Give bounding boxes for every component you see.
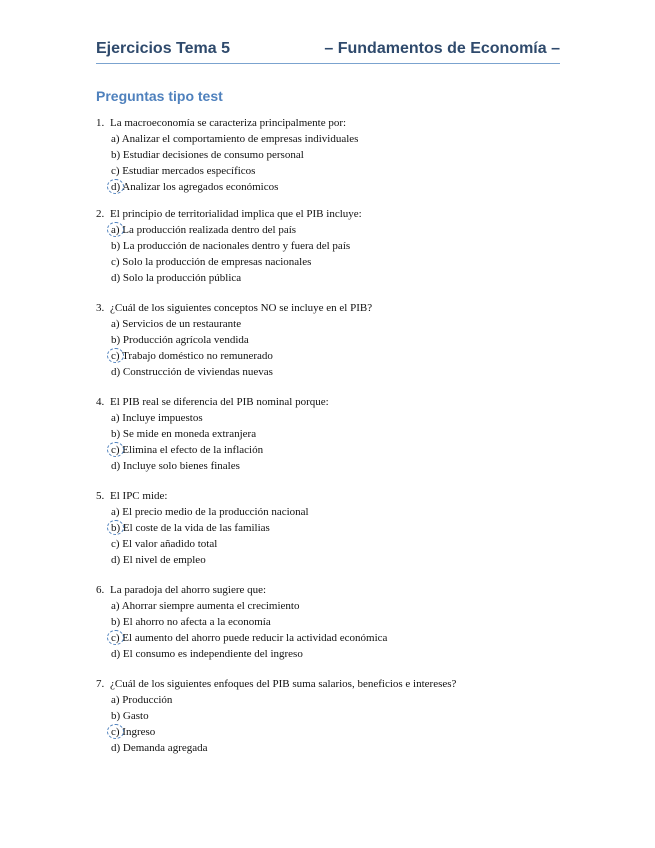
option-label: d) El nivel de empleo — [111, 554, 206, 566]
option-label: c) Ingreso — [111, 726, 156, 738]
option-a — [111, 223, 556, 238]
option-c — [111, 255, 556, 270]
option-d — [111, 180, 556, 195]
question-text — [96, 677, 556, 692]
option-label: b) Estudiar decisiones de consumo personal — [111, 149, 304, 161]
options-list — [96, 411, 556, 474]
option-c — [111, 537, 556, 552]
options-list — [96, 599, 556, 662]
option-b — [111, 521, 556, 536]
answer-circle-mark — [107, 179, 124, 194]
option-label: a) La producción realizada dentro del país — [111, 224, 297, 236]
option-label: a) Incluye impuestos — [111, 412, 203, 424]
question-number: 2. — [96, 208, 105, 220]
question-text — [96, 207, 556, 222]
option-a — [111, 317, 556, 332]
question-7 — [96, 677, 556, 757]
option-label: b) La producción de nacionales dentro y fuera del país — [111, 240, 351, 252]
options-list — [96, 132, 556, 195]
header-title: Ejercicios Tema 5 — [96, 40, 230, 57]
option-label: d) Incluye solo bienes finales — [111, 460, 240, 472]
answer-circle-mark — [107, 724, 124, 739]
option-a — [111, 132, 556, 147]
option-b — [111, 709, 556, 724]
option-d — [111, 647, 556, 662]
question-number: 4. — [96, 396, 105, 408]
option-label: b) El ahorro no afecta a la economía — [111, 616, 271, 628]
option-label: b) Se mide en moneda extranjera — [111, 428, 257, 440]
answer-circle-mark — [107, 442, 124, 457]
question-number: 1. — [96, 117, 105, 129]
answer-circle-mark — [107, 630, 124, 645]
question-2 — [96, 207, 556, 287]
option-a — [111, 693, 556, 708]
option-d — [111, 741, 556, 756]
option-d — [111, 271, 556, 286]
option-b — [111, 615, 556, 630]
option-b — [111, 148, 556, 163]
option-c — [111, 631, 556, 646]
question-stem: ¿Cuál de los siguientes enfoques del PIB suma salarios, beneficios e intereses? — [110, 678, 457, 690]
option-label: a) Analizar el comportamiento de empresas individuales — [111, 133, 359, 145]
option-label: b) Gasto — [111, 710, 149, 722]
question-text — [96, 116, 556, 131]
option-b — [111, 333, 556, 348]
option-label: a) Ahorrar siempre aumenta el crecimiento — [111, 600, 300, 612]
option-a — [111, 599, 556, 614]
option-label: d) Solo la producción pública — [111, 272, 242, 284]
option-c — [111, 725, 556, 740]
option-c — [111, 443, 556, 458]
option-d — [111, 459, 556, 474]
question-stem: ¿Cuál de los siguientes conceptos NO se incluye en el PIB? — [110, 302, 373, 314]
option-label: d) Demanda agregada — [111, 742, 208, 754]
question-number: 7. — [96, 678, 105, 690]
option-label: c) El valor añadido total — [111, 538, 218, 550]
header-divider — [96, 63, 560, 64]
question-4 — [96, 395, 556, 475]
question-number: 3. — [96, 302, 105, 314]
option-label: b) Producción agrícola vendida — [111, 334, 249, 346]
answer-circle-mark — [107, 222, 124, 237]
question-text — [96, 583, 556, 598]
option-label: a) El precio medio de la producción nacional — [111, 506, 309, 518]
option-c — [111, 349, 556, 364]
option-label: c) Elimina el efecto de la inflación — [111, 444, 264, 456]
question-number: 5. — [96, 490, 105, 502]
question-5 — [96, 489, 556, 569]
options-list — [96, 505, 556, 568]
option-label: d) Construcción de viviendas nuevas — [111, 366, 273, 378]
option-label: a) Producción — [111, 694, 173, 706]
page-header — [96, 40, 560, 64]
option-label: c) El aumento del ahorro puede reducir la actividad económica — [111, 632, 388, 644]
question-stem: El principio de territorialidad implica que el PIB incluye: — [110, 208, 362, 220]
option-label: b) El coste de la vida de las familias — [111, 522, 270, 534]
options-list — [96, 317, 556, 380]
option-label: c) Estudiar mercados específicos — [111, 165, 256, 177]
question-stem: El PIB real se diferencia del PIB nominal porque: — [110, 396, 329, 408]
header-subject: – Fundamentos de Economía – — [324, 40, 560, 57]
options-list — [96, 223, 556, 286]
option-label: d) El consumo es independiente del ingreso — [111, 648, 303, 660]
option-label: a) Servicios de un restaurante — [111, 318, 242, 330]
option-d — [111, 553, 556, 568]
question-stem: El IPC mide: — [110, 490, 168, 502]
answer-circle-mark — [107, 520, 124, 535]
option-a — [111, 411, 556, 426]
question-stem: La paradoja del ahorro sugiere que: — [110, 584, 267, 596]
option-d — [111, 365, 556, 380]
question-text — [96, 489, 556, 504]
question-text — [96, 395, 556, 410]
question-number: 6. — [96, 584, 105, 596]
option-label: d) Analizar los agregados económicos — [111, 181, 279, 193]
answer-circle-mark — [107, 348, 124, 363]
option-c — [111, 164, 556, 179]
question-stem: La macroeconomía se caracteriza principalmente por: — [110, 117, 347, 129]
option-b — [111, 427, 556, 442]
question-text — [96, 301, 556, 316]
question-3 — [96, 301, 556, 381]
section-title: Preguntas tipo test — [96, 88, 223, 104]
option-a — [111, 505, 556, 520]
question-1 — [96, 116, 556, 196]
option-label: c) Solo la producción de empresas nacionales — [111, 256, 312, 268]
question-6 — [96, 583, 556, 663]
options-list — [96, 693, 556, 756]
option-b — [111, 239, 556, 254]
option-label: c) Trabajo doméstico no remunerado — [111, 350, 273, 362]
